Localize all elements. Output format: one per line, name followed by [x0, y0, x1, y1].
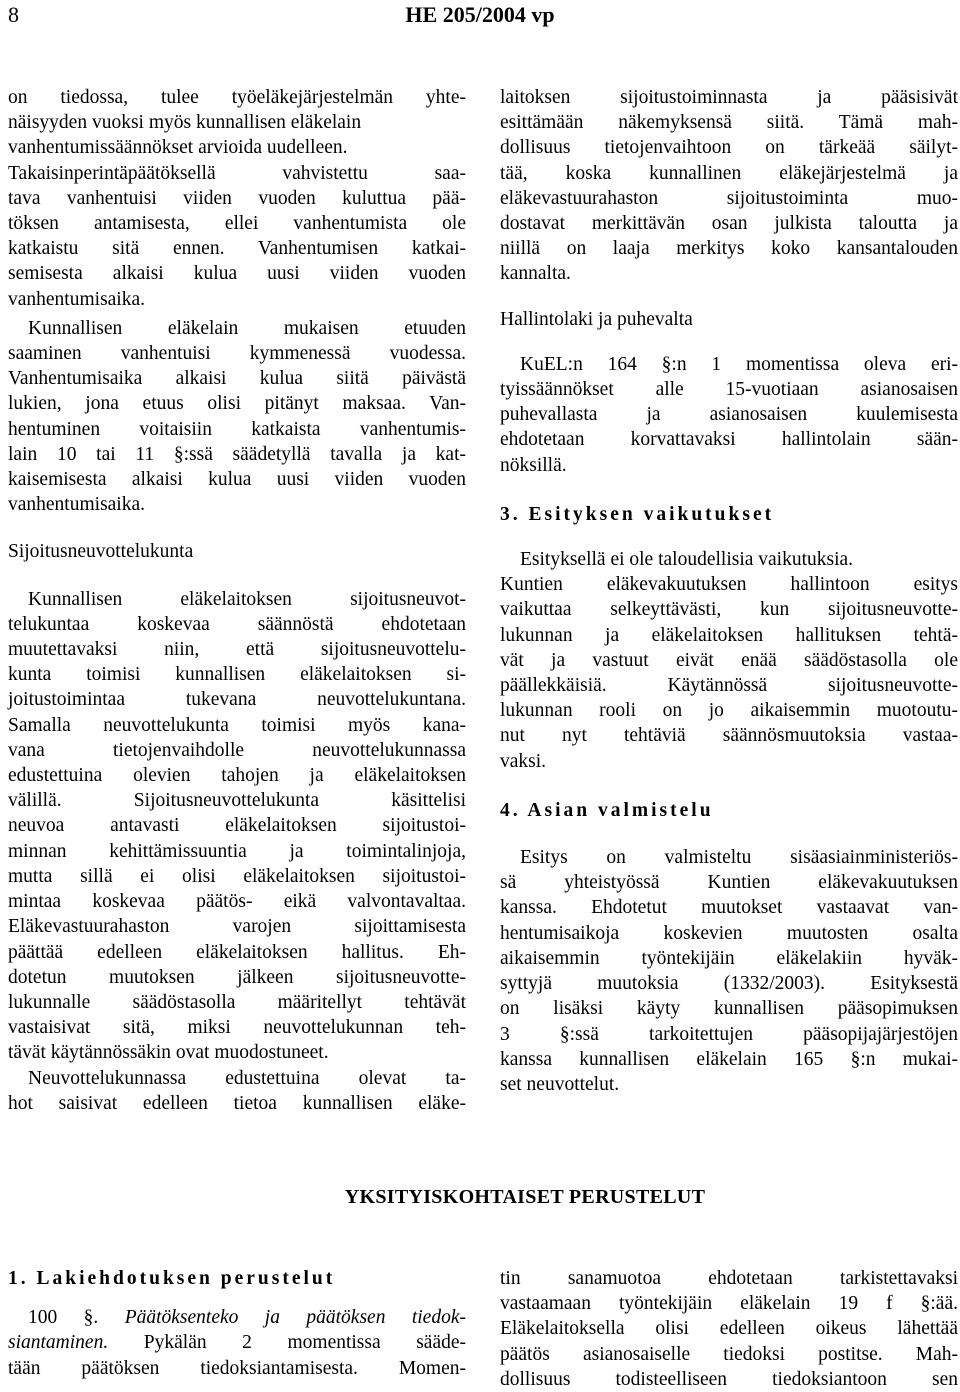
text-line: sä yhteistyössä Kuntien eläkevakuutuksen — [500, 872, 958, 894]
section-title-part: siantaminen. — [8, 1332, 109, 1354]
section-title-part: Päätöksenteko ja päätöksen tiedok- — [124, 1307, 466, 1329]
text-line — [8, 1305, 466, 1330]
document-id: HE 205/2004 vp — [405, 2, 555, 27]
text-line: mutta sillä ei olisi eläkelaitoksen sijoitustoi- — [8, 865, 466, 887]
text-line: aikaisemmin työntekijäin eläkelakiin hyväk- — [500, 947, 958, 969]
text-line: tava vanhentuisi viiden vuoden kuluttua pää- — [8, 187, 466, 209]
text-line: muutettavaksi niin, että sijoitusneuvottelu- — [8, 639, 466, 661]
heading-esityksen-vaikutukset: 3. Esityksen vaikutukset — [500, 503, 775, 525]
bottom-left-column — [8, 1266, 466, 1381]
text-line: Kunnallisen eläkelaitoksen sijoitusneuvot- — [28, 588, 466, 610]
text-line: vanhentumissäännökset arvioida uudelleen. — [8, 137, 348, 159]
text-line: lukunnalle säädöstasolla määritellyt tehtävät — [8, 991, 466, 1013]
text-line: lukien, jona etuus olisi pitänyt maksaa. Van- — [8, 393, 466, 415]
text-line: vät ja vastuut eivät enää säädöstasolla ole — [500, 649, 958, 671]
text-line: semisesta alkaisi kulua uusi viiden vuoden — [8, 263, 466, 285]
left-paragraph-2-cont — [8, 341, 466, 517]
text-line: mintaa koskevaa päätös- eikä valvontavaltaa. — [8, 891, 466, 913]
text-line: 3 §:ssä tarkoitettujen pääsopijajärjestöjen — [500, 1023, 958, 1045]
text-line: vanhentumisaika. — [8, 288, 146, 310]
text-line: hot saisivat edelleen tietoa kunnallisen eläke- — [8, 1092, 466, 1114]
text-line: on lisäksi käyty kunnallisen pääsopimuksen — [500, 998, 958, 1020]
left-paragraph-2 — [8, 316, 466, 341]
text-line: Vanhentumisaika alkaisi kulua siitä päivästä — [8, 368, 466, 390]
right-paragraph-4 — [500, 845, 958, 1097]
text-line — [8, 1330, 466, 1355]
text-line: vastaamaan työntekijäin eläkelain 19 f §:ää. — [500, 1293, 958, 1315]
text-line: Samalla neuvottelukunta toimisi myös kana- — [8, 714, 466, 736]
text-line: vaikuttaa selkeyttävästi, kun sijoitusneuvotte- — [500, 599, 958, 621]
page-number: 8 — [8, 2, 19, 27]
text-line: neuvoa antavasti eläkelaitoksen sijoitustoi- — [8, 815, 466, 837]
text-line: näisyyden vuoksi myös kunnallisen eläkelain — [8, 112, 362, 134]
text-line: dotetun muutoksen jälkeen sijoitusneuvotte- — [8, 966, 466, 988]
text-line: Kunnallisen eläkelain mukaisen etuuden — [28, 317, 466, 339]
text-line: välillä. Sijoitusneuvottelukunta käsittelisi — [8, 790, 466, 812]
text-line: telukuntaa koskevaa säännöstä ehdotetaan — [8, 613, 466, 635]
text-line: lukunnan rooli on jo aikaisemmin muotoutu- — [500, 700, 958, 722]
text-line: vaksi. — [500, 750, 547, 772]
text-line: Kuntien eläkevakuutuksen hallintoon esitys — [500, 574, 958, 596]
right-paragraph-1 — [500, 85, 958, 287]
text-line: Takaisinperintäpäätöksellä vahvistettu saa- — [8, 162, 466, 184]
text-line: kanssa. Ehdotetut muutokset vastaavat van- — [500, 897, 958, 919]
text-line: Esityksellä ei ole taloudellisia vaikutuksia. — [520, 549, 854, 571]
subheading-hallintolaki: Hallintolaki ja puhevalta — [500, 308, 693, 330]
left-paragraph-4 — [8, 1066, 466, 1116]
text-line: ehdotetaan korvattavaksi hallintolain sään- — [500, 429, 958, 451]
text-line: esittämään näkemyksensä siitä. Tämä mah- — [500, 112, 958, 134]
text-line: nut nyt tehtäviä säännösmuutoksia vastaa- — [500, 725, 958, 747]
text-line: kannalta. — [500, 263, 571, 285]
text-line: lain 10 tai 11 §:ssä säädetyllä tavalla ja kat- — [8, 443, 466, 465]
text-line: töksen antamisesta, ellei vanhentumista ole — [8, 213, 466, 235]
right-paragraph-3 — [500, 547, 958, 774]
text-line: eläkevastuurahaston sijoitustoiminta muo- — [500, 187, 958, 209]
text-line: puhevallasta ja asianosaisen kuulemisesta — [500, 404, 958, 426]
text-line: dollisuus tietojenvaihtoon on tärkeää säilyt- — [500, 137, 958, 159]
text-line: päällekkäisiä. Käytännössä sijoitusneuvotte- — [500, 675, 958, 697]
text-line: laitoksen sijoitustoiminnasta ja pääsisivät — [500, 87, 958, 108]
section-title: YKSITYISKOHTAISET PERUSTELUT — [344, 1186, 706, 1208]
text-line: Eläkevastuurahaston varojen sijoittamisesta — [8, 916, 466, 938]
text-line: vana tietojenvaihdolle neuvottelukunnassa — [8, 739, 466, 761]
text-line: syttyjä muutoksia (1332/2003). Esityksestä — [500, 973, 958, 995]
left-paragraph-3 — [8, 587, 466, 1066]
text-line: kaisemisesta alkaisi kulua uusi viiden vuoden — [8, 469, 466, 491]
text-line: saaminen vanhentuisi kymmenessä vuodessa. — [8, 343, 466, 365]
section-100-paragraph — [8, 1305, 466, 1381]
bottom-right-column — [500, 1266, 958, 1392]
text-line: vastaisivat sitä, miksi neuvottelukunnan teh- — [8, 1017, 466, 1039]
text-line: hentumisaikoja koskevien muutosten osalta — [500, 922, 958, 944]
text-line: vanhentumisaika. — [8, 494, 146, 516]
text-line: tyissäännökset alle 15-vuotiaan asianosaisen — [500, 379, 958, 401]
text-line: Esitys on valmisteltu sisäasiainministeriös- — [520, 847, 958, 869]
text-line: niillä on laaja merkitys koko kansantalouden — [500, 238, 958, 260]
right-paragraph-2 — [500, 352, 958, 478]
text-line: päätös asianosaiselle tiedoksi postitse. Mah- — [500, 1343, 958, 1365]
text-line: katkaistu sitä ennen. Vanhentumisen katkai- — [8, 238, 466, 260]
text-line: minnan kehittämissuuntia ja toimintalinjoja, — [8, 840, 466, 862]
text-line: kunta toimisi kunnallisen eläkelaitoksen si- — [8, 664, 466, 686]
text-line: KuEL:n 164 §:n 1 momentissa oleva eri- — [520, 353, 958, 375]
bottom-right-paragraph — [500, 1266, 958, 1392]
text-line: tin sanamuotoa ehdotetaan tarkistettavaksi — [500, 1268, 958, 1289]
left-column — [8, 85, 466, 1116]
left-paragraph-1 — [8, 85, 466, 312]
text-line: joitustoimintaa tukevana neuvottelukuntana. — [8, 689, 466, 711]
text-line: on tiedossa, tulee työeläkejärjestelmän yhte- — [8, 87, 466, 108]
section-number: 100 §. — [28, 1307, 99, 1329]
text-fragment: Pykälän 2 momentissa sääde- — [143, 1332, 466, 1354]
heading-asian-valmistelu: 4. Asian valmistelu — [500, 799, 714, 821]
text-line: nöksillä. — [500, 454, 567, 476]
text-line: hentuminen voitaisiin katkaista vanhentumis- — [8, 418, 466, 440]
subheading-sijoitusneuvottelukunta: Sijoitusneuvottelukunta — [8, 541, 194, 563]
right-column — [500, 85, 958, 1097]
text-line: dollisuus todisteelliseen tiedoksiantoon sen — [500, 1368, 958, 1390]
text-line: Eläkelaitoksella olisi edelleen oikeus lähettää — [500, 1318, 958, 1340]
text-line: kanssa kunnallisen eläkelain 165 §:n mukai- — [500, 1048, 958, 1070]
text-line: tää, koska kunnallinen eläkejärjestelmä ja — [500, 162, 958, 184]
text-line: dostavat merkittävän osan julkista taloutta ja — [500, 213, 958, 235]
text-line: tään päätöksen tiedoksiantamisesta. Momen- — [8, 1357, 466, 1379]
text-line: set neuvottelut. — [500, 1073, 620, 1095]
text-line: lukunnan ja eläkelaitoksen hallituksen tehtä- — [500, 624, 958, 646]
text-line: edustettuina olevien tahojen ja eläkelaitoksen — [8, 765, 466, 787]
text-line: tävät käytännössäkin ovat muodostuneet. — [8, 1042, 329, 1064]
text-line: Neuvottelukunnassa edustettuina olevat ta- — [28, 1067, 466, 1089]
text-line: päättää edelleen eläkelaitoksen hallitus. Eh- — [8, 941, 466, 963]
heading-lakiehdotuksen-perustelut: 1. Lakiehdotuksen perustelut — [8, 1268, 336, 1289]
